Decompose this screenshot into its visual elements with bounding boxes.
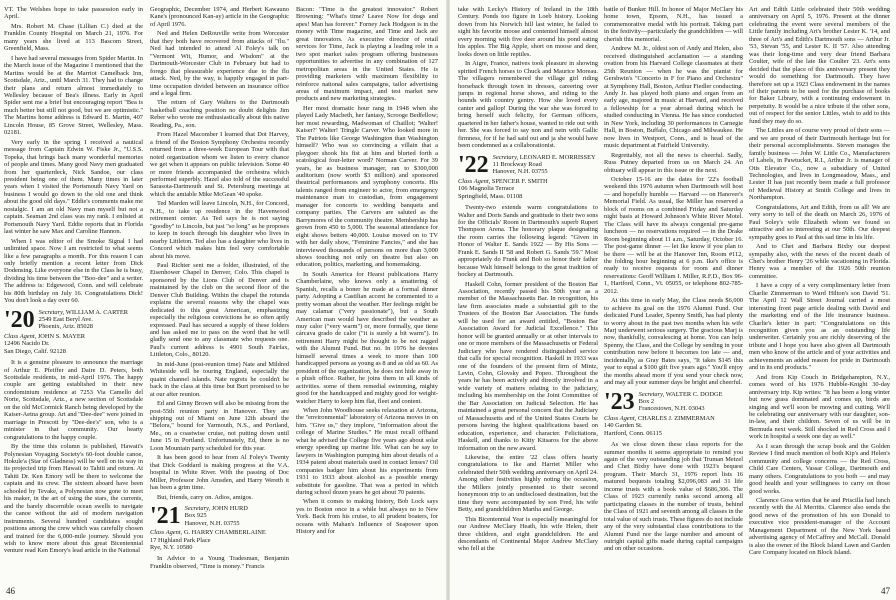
paragraph: In Advice to a Young Tradesman, Benjamin Franklin observed, "Time is money." Francis (150, 555, 289, 570)
left-column-1 (4, 6, 143, 581)
agent-address-1: 17 Highland Park Place (150, 536, 211, 544)
paragraph: When John Woodhouse seeks relaxation at Arizona, the "environmental" laboratory of Arizona moves in on him. "Give us," they implore, "information about the college of Marine Studies." He must recall offhand what he advised the College five years ago about solar energy speeding up marine life. What can he say to lawyers in Washington pumping him about details of a 1934 patent about materials used in contact lenses? Oil companies badger him about his experiments from 1931 to 1933 about alcohol as a possible energy substitute for gasoline. That was a period in which during school dozen years he got about 70 patents. (296, 407, 438, 496)
secretary-address-2: Hanover, N.H. 03755 (492, 168, 548, 176)
paragraph: But, friends, carry on. Adios, amigos. (157, 493, 253, 501)
agent-address-1: 12496 Nacido Dr. (4, 340, 50, 348)
page-number: 47 (881, 586, 890, 596)
paragraph: The Littles are of course very proud of their sons — and we are proud of their Dartmouth heritage but for their personal accomplishments. Steven manages the family business — John W. Little Co., Manufacturers of Labels, in Pawtucket, R.I., Arthur Jr. is manager of Otis Elevator Co., now a subsidiary of United Technologies, and lives in Longmeadow, Mass., and Lester II has just recently been made a full professor of Medieval History at Smith College and lives in Northampton. (749, 127, 890, 202)
right-page (448, 0, 896, 600)
paragraph: And to Chet and Barbara Bixby our deepest sympathy also, with the news of the recent death of Chet's brother Henry '26 while vacationing in Florida. Henry was a member of the 1926 50th reunion committee. (749, 243, 890, 280)
secretary-address-1: 11 Brockway Road (492, 161, 542, 169)
page-number: 46 (6, 586, 15, 596)
paragraph: As I scan through the scrap book and the Golden Review I find much mention of both Kip's and Helen's community and college concerns — the Red Cross, Child Care Centers, Vassar College, Dartmouth and many others. Congratulations to you both — and may good health and your willingness to carry on those good works. (749, 442, 890, 495)
secretary-address-1: Box 925 (184, 512, 207, 520)
paragraph: Mrs. Robert M. Chase (Lillian C.) died at the Franklin County Hospital on March 21, 1976. For many years she lived at 113 Bascom Street, Greenfield, Mass. (4, 22, 143, 53)
paragraph: Clarence Goss writes that he and Priscilla had lunch recently with the Al Merritts. Clarence also sends the good news of the promotion of his son Donald to executive vice president-manager of the Account Management Department of the New York based advertising agency of McCaffrey and McCall. Donald is also the owner of the Block Island Lawn and Garden Care Company located on Block Island. (749, 497, 890, 557)
left-column-2 (150, 6, 289, 581)
paragraph: Her most dramatic hour rang in 1948 when she played Lady Macbeth, her fantasy, Scrooge Bedfellow; her most rewarding, Madwoman of Chaillot; 'Walter! Kaiser?' Walter! Tringle Carver. Who looked more in The Patriots like George Washington than Washington himself? Who was so convincing a villain that a playgoer shook his fist at him and blurted forth a scatological four-letter word? Norman Carver. For 39 years, he as business manager, ran to $300,000 auditorium (now worth $3 million) and sponsored theatrical performances and symphony concerts. His talents ranged from engineer to actor, from emergency maintenance man to custodian, from engagement manager for concerts to wedding banquets and company parties. The Carvers are saluted as the Barrymores of the community theatre. Membership has grown from 450 to 5,000. The seasonal attendance for eight shows betters 40,000. Louise moved on to TV with her daily show, "Feminine Fancies," and she has interviewed thousands of persons on more than 3,000 shows touching not only on theatre but also on education, politics, marketing, and homemaking. (296, 104, 438, 269)
paragraph: It is a genuine pleasure to announce the marriage of Arthur E. Pfeiffer and Daire D. Peters, both Scottsdale residents, in mid-April 1976. The happy couple are getting established in their new condominium residence at 7253 Via Camello del Norte, Scottsdale, Ariz., a new section of Scottsdale on the old McCormick Ranch being developed by the Kaiser-Aetna group. Art and "Dee-dee" were joined in marriage in Prescott by "Dee-dee's" son, who is a minister in that community. Our hearty congratulations to the happy couple. (4, 359, 143, 441)
secretary-name: JOHN HURD (211, 505, 248, 512)
secretary-name: LEONARD E. MORRISSEY (519, 153, 596, 161)
paragraph: Ted Marden will leave Lincoln, N.H., for Concord, N.H., to take up residence in the Havenwood retirement center. As Ted says he is not saying "goodby" to Lincoln, but just "so long" as he proposes to keep in touch through his daughter who lives in nearby Littleton. Ted also has a daughter who lives in Concord which makes him feel very comfortable about his move. (150, 200, 289, 260)
paragraph: Art and Edith Little celebrated their 50th wedding anniversary on April 5, 1976. Present at the dinner celebrating the event were several members of the Little family including Art's brother Lester K. '14, and three of Art's and Edith's Dartmouth sons — Arthur Jr. '53, Stevan '55, and Lester K. II '57. Also attending was their long-time and very dear friend Barbara Coulter, wife of the late Ike Coulter '23. Art's sons decided that the place of this anniversary present they would do something for Dartmouth. They have therefore set up a 1923 Class endowment in the names of their parents to be used for the purchase of books for Baker Library, with a continuing endowment in perpetuity. It would be a nice tribute if the other sons, out of respect for the senior Littles, wish to add to this fund they may do so. (749, 6, 890, 125)
paragraph: Andrew M. Jr., oldest son of Andy and Helen, also received distinguished acclamation — a standing ovation from his Harvard College classmates at their 25th Reunion — when he was the pianist for Gershwin's "Concerto in F for Piano and Orchestra" at Symphony Hall, Boston, Arthur Fiedler conducting. Andy Jr. has played both piano and organ from an early age, majored in music at Harvard, and received a fellowship for a year abroad during which he studied conducting in Vienna. He has since conducted in New York, including 30 performances in Carnegie Hall, in Boston, Buffalo, Chicago and Milwaukee. He now lives in Westport, Conn., and is head of the music department at Fairfield University. (604, 45, 743, 150)
paragraph: Likewise, the entire '22 class offers hearty congratulations to Ike and Harriet Miller who celebrated their 50th wedding anniversary on April 24. Among other festivities highly noting the occasion, the Millers jointly presented to their second honeymoon trip to an undisclosed destination, but the time they were accompanied by son Fred, his wife Betty, and grandchildren Martha and George. (458, 454, 598, 514)
paragraph: Bacon: "Time is the greatest innovator." Robert Browning: "What's time? Leave Now for dogs and apes! Man has forever." Forney Jack Hodgson is in the money with Time magazine, and Time and Jack are great innovators. As executive director of retail services for Time, Jack is playing a leading role in a two spot market sales program offering businesses opportunities to advertise in any combination of 127 metropolitan areas in the United States. He is providing marketers with maximum flexibility to reinforce national sales campaigns, tailor advertising areas of maximum impact, and test market new products and new marketing strategies. (296, 6, 438, 103)
paragraph: In Aigre, France, natives took pleasure in showing spirited French horses to Chuck and Maurice Moreau. The villagers remembered the village girl riding horseback through town in dresses, careering over jumps in regional horse shows, and riding to the hounds with country gentry. How she loved every canter and gallop! During the war she was forced to bring herself such felicity, for German officers, quartered in her father's house, wanted to ride out with her. She was forced to say non and nein with Gallic firmness, for if he had said oui and ja she would have been condemned as a collaborationist. (458, 60, 598, 150)
paragraph: When I was editor of the Smoke Signal I had unlimited space. Now I am restricted to what seems like a few paragraphs a month. For this reason I can only briefly mention a recent letter from Dick Dodensing. Like everyone else in the Class he is busy, dividing his time between the "Boo-dee" and a writer. The address is: Edgewood, Conn. and will celebrate his 80th birthday on July 16. Congratulations Dick! You don't look a day over 60. (4, 237, 143, 305)
paragraph: It has been good to hear from Al Foley's Twenty that Dick Goddard is making progress at the V.A. hospital in White River. With the passing of Doc Miller, Professor John Amsden, and Harry Wereth it has been a grim time. (150, 454, 289, 492)
agent-address-2: San Diego, Calif. 92128 (4, 347, 66, 355)
paragraph: The return of Gary Walters to the Dartmouth basketball coaching position no doubt delights Jim Reber who wrote me enthusiastically about this native Reading, Pa., son. (150, 99, 289, 129)
left-column-3 (296, 6, 438, 581)
paragraph: I have a copy of a very complimentary letter from Charlie Zimmerman to Ward Hilton's son David '51. The April 12 Wall Street Journal carried a most interesting front page article dealing with David and the marketing end of the life insurance business. Charlie's letter in part: "Congratulations on this recognition given you as an outstanding life underwriter. Certainly you are richly deserving of the tribute and I hope you have also given all Dartmouth men who know of the article and of your activities and achievements an added reason for pride in Dartmouth and in its end products." (749, 282, 890, 372)
paragraph: In mid-June (post-reunion time) Nate and Mildred Whiteside will be touring England, especially the quaint channel islands. Nate regrets he couldn't be back in the class at this time but Burt promised to be at our after reunion. (150, 360, 289, 398)
paragraph: October 15-16 are the dates for '22's football weekend this 1976 autumn when Dartmouth will host — and hopefully humble — Harvard — on Hanover's Memorial Field. As usual, Ike Miller has reserved a block of rooms on a combined Friday and Saturday night basis at Howard Johnson's White River Motel. The Class will have its always congenial pre-game luncheon — no reservations required — in the Drake Room beginning about 11 a.m., Saturday, October 16. The post-game dinner — let Ike know if you plan to be there — will be at the Hanover Inn, Room #112, the folding hour beginning at 6 p.m. Ike's office is ready to receive requests for room and dinner reservations: Geoff William I. Miller, R.F.D., Box 96-1, Hartford, Conn., Vt. 05055, or telephone 802-785-2012. (604, 175, 743, 295)
paragraph: Congratulations, Art and Edith, from us all! We are very sorry to tell of the death on March 26, 1976 of Paul Soley's wife Elizabeth whom we found so attractive and so interesting at our 50th. Our deepest sympathy goes to Paul at this sad time in his life. (749, 203, 890, 241)
paragraph: Haskell Cohn, former president of the Boston Bar Association, recently passed his 50th year as a member of the Massachusetts Bar. In recognition, his law firm associates made a substantial gift to the Trustees of the Boston Bar Association. The funds will be used for an award entitled, "Boston Bar Association Award for Judicial Excellence." This honor will be granted annually or at other intervals to one or more members of the Massachusetts or Federal Judiciary who have rendered distinguished service that calls for special recognition. Haskell in 1933 was one of the founders of the present firm of Mintz, Levin, Cohn, Glovsky and Popeo. Throughout the years he has been actively and directly involved in a wide variety of matters relating to the judiciary, including his membership on the Joint Committee of the Bar Association on Judicial Selection. He has maintained a great personal concern that the Judiciary of Massachusetts and of the United States Courts be persons having the highest qualifications based on education, experience, and character. Felicitations, Haskell, and thanks to Kitty Kitsaros for the above information on the new award. (458, 280, 598, 452)
secretary-address-1: Box 2 (638, 398, 655, 406)
paragraph: take with Lecky's History of Ireland in the 18th Century. Ponds too figure in Loeb history. Looking down from his Norwich hill last winter, he failed to sight his favorite moose and contented himself almost every morning with five deer around his pond eating his apples. The Big Apple, short on moose and deer, looks down on little reptiles. (458, 6, 598, 58)
secretary-name: WALTER C. DODGE (665, 390, 723, 398)
agent-label: Class Agent, (458, 177, 491, 185)
paragraph: Ed and Ginny Brown will also be missing from the post-55th reunion party in Hanover. They are shipping out of Miami on June 12th aboard the "Belora," bound for Yarmouth, N.S., and Portland, Me., on a coastwise cruise, not putting down until June 15 in Portland. Unfortunately, Ed, there is no Loon Mountain party scheduled for this year. (150, 400, 289, 452)
paragraph: Very early in the spring I received a nautical message from Captain Edwin W. Fiske Jr., "U.S.S. Topeka, that brings back many wonderful memories of people and times. Many good Navy men graduated from her quarterdeck, Nick Sandoe, our class president being one of them. Many times in later years when I visited the Portsmouth Navy Yard on business I would go down to the old one and think about the good old days." Eddie's comments make me nostalgic. I am an old Navy man myself but not a captain. Seaman 2nd class was my rank. I enlisted at Portsmouth Navy Yard. Eddie reports that in Florida last winter he saw Max and Caroline Hannon. (4, 138, 143, 236)
secretary-address-1: 2549 East Beryl Ave. (38, 316, 93, 324)
paragraph: VT. The Welshes hope to take passession early in April. (4, 6, 143, 21)
agent-name: JOHN S. MAYER (37, 332, 85, 340)
agent-label: Class Agent, (4, 332, 37, 340)
secretary-label: Secretary, (38, 308, 65, 316)
agent-name: G. HARRY CHAMBERLAINE (183, 529, 266, 537)
class-year: '22 (458, 153, 489, 178)
paragraph: By the time this column is published, Hawaii's Polynesian Voyaging Society's 60-foot double canoe, Hokule'a (Star of Gladness) will be well on its way in its projected trip from Hawaii to Tahiti and return. At Tahiti Dr. Ken Emory will be there to welcome the captain and its crew. The sixteen aboard have been schooled by Tevake, a Polynesian now gone to meet his maker, in the art of using the stars, the currents, and the barely discernible ocean swells to navigate the canoe without the aid of modern navigation instruments. Several hundred candidates sought positions among the crew which was carefully chosen and trained for the 6,000-mile journey. Should you wish to know more about this great Bicentennial venture read Ken Emory's lead article in the National (4, 443, 143, 555)
class-heading-1922 (458, 154, 598, 200)
right-column-3 (749, 6, 890, 581)
paragraph: Regrettably, not all the news is cheerful. Sadly, Russ Putney departed from us on March 24. An obituary will appear in this issue or the next. (604, 151, 743, 174)
class-year: '21 (150, 505, 181, 529)
secretary-address-2: Phoenix, Ariz. 85028 (38, 323, 93, 331)
class-year: '23 (604, 390, 635, 415)
right-column-2 (604, 6, 743, 581)
paragraph: Paul Richter sent me a folder, illustrated, of the Eisenhower Chapel in Denver, Colo. This chapel is sponsored by the Lions Club of Denver and is maintained by the club on the second floor of the Denver Club Building. Within the chapel the rotunda explains the several reasons why the chapel was dedicated to this great American, emphasizing especially the religious convictions he so often aptly expressed. Paul has secured a supply of these folders and has asked me to pass on the word that he will gladly send one to any classmate who requests one. Paul's current address is 4901 South Fairfax, Littleton, Colo., 80120. (150, 261, 289, 359)
paragraph: As we close down these class reports for the summer months it seems appropriate to remind you again of the very outstanding job that Truman Metzel and Chet Bixby have done with 1923's bequest program. Their March 31, 1976 report lists 16 matured bequests totaling $2,096,083 and 31 life income trusts with a book value of $686,306. The Class of 1923 currently ranks second among all participating classes in the number of trusts, behind the Class of 1921 and seventh among all classes in the total value of such trusts. These figures do not include any of the very substantial class contributions to the Alumni Fund nor the large number and amount of outright capital gifts made during capital campaigns and on other occasions. (604, 441, 743, 553)
secretary-label: Secretary, (492, 153, 519, 161)
class-heading-1920 (4, 309, 143, 355)
secretary-label: Secretary, (184, 505, 211, 512)
agent-address-2: Springfield, Mass. 01108 (458, 192, 523, 200)
agent-name: CHARLES J. ZIMMERMAN (637, 414, 715, 422)
agent-address-2: Hartford, Conn. 06115 (604, 429, 662, 437)
paragraph: At this time in early May, the Class needs $6,000 to achieve its goal on the 1976 Alumni Fund. Our dedicated Fund Leader, Spenny Smith, has had plenty to worry about in the past two months when his wife Marj underwent serious surgery. The gracious Marj is now, thankfully, convalescing at home. You can help Spenny, the Class, and the College by sending in your contribution now before it becomes too late — and, incidentally, as Gray Bates says, "It takes $145 this year to equal a $100 gift five years ago." You'll enjoy the months ahead more if you send your check now, and may all your summer days be bright and cheerful. (604, 297, 743, 387)
paragraph: When it comes to making history, Bob Lock says yes to Boston once in a while but always no to New York. Back from his cruise, to all prudent boaters, for oceans with Mahan's Influence of Seapower upon History and for (296, 498, 438, 536)
paragraph: battle of Bunker Hill. In honor of Major McClary his home town, Epsom, N.H., has issued a commemorative medal with his portrait. Taking part in the festivity—particularly the grandchildren — will cherish this memorial. (604, 6, 743, 43)
agent-label: Class Agent, (150, 529, 183, 537)
paragraph: Twenty-two extends warm congratulations to Walter and Doris Sands and gratitude to their two sons for the Officials' Room in Dartmouth's superb Rupert Thompson Arena. The honorary plaque designating the room carries the following legend: "Given in Honor of Walter E. Sands 1922 — By His Sons — Frank E. Sands II '58 and Robert G. Sands '59." Most appropriately do Frank and Bob so honor their father because Walt himself belongs to the great tradition of hockey at Dartmouth. (458, 204, 598, 279)
paragraph: I have had several messages from Spider Martin. In the March issue of the Magazine I mentioned that the Martins would be at the Marriot Camelback Inn, Scottsdale, Ariz., until March 31. They had to change their plans and return almost immediately to Wellesley because of Bea's illness. Early in April Spider sent me a brief but encouraging report "Bea is much better but still not good, but we are optimistic." The Martins home address is Edward E. Martin, 407 Lincoln House, 85 Grove Street, Wellesley, Mass. 02181. (4, 54, 143, 137)
paragraph: And from Kip Couch in Bridgehampton, N.Y., comes word of his 1976 Hubble-Knight 30-day anniversary trip. Kip writes: "It has been a long winter but now grass dominated and comes up, birds are singing and we'll soon be mowing and cutting. We'll be celebrating our anniversary with our daughter, son-in-law, and their children. Seven of us will be in Bermuda next week. Still shocked in Red Cross and I work in hospital a week one day as well." (749, 373, 890, 441)
right-column-1 (458, 6, 598, 581)
paragraph: From Hazel Macomber I learned that Dot Harvey, a friend of the Boston Symphony Orchestra recently returned from a three-week European Tour with that noted organization whom we listen to every chance we get when it appears on public television. Some 40 or more friends accompanied the orchestra which performed superbly. Hazel also told of the successful Sarasota-Dartmouth and St. Petersburg meetings at which the amiable Mike McGean '40 spoke. (150, 131, 289, 198)
secretary-address-2: Hanover, N.H. 03755 (184, 519, 240, 527)
agent-address-1: 140 Garden St. (604, 422, 643, 430)
agent-name: SPENCER F. SMITH (491, 177, 548, 185)
agent-label: Class Agent, (604, 414, 637, 422)
secretary-address-2: Francestown, N.H. 03043 (638, 405, 705, 413)
secretary-label: Secretary, (638, 390, 665, 398)
class-year: '20 (4, 308, 35, 333)
paragraph: This Bicentennial Year is especially meaningful for our Andrew McClary Heath, his wife Helen, their three children, and eight grandchildren. He and descendants of Continental Major Andrew McClary who fell at the (458, 515, 598, 553)
paragraph: In South America for Hearst publications Harry Chamberlaine, who knows only a smattering of Spanish, recalls a boner he made at a formal dinner party. Adopting a Castilian accent he commented to a pretty woman about the weather. Her feelings might be may calamar ("very passionate"), but a South American man would have described the weather as muy calor ("very warm") or, more formally, que tiene cárcava grado de calor ("it is surely a bit warm"). In retirement Harry might be thought to be not ragged with the Alumni Fund. But no. In 1976 he devotes himself several times a week to more than 100 handicapped persons as young as 8 and as old as 60. As president of the organization, he does not hide away in a plush office. Rather, he joins them in all kinds of activities. some of them remedial swimming, mighty good for the handicapped and mighty good for weight-watcher Harry to keep him flat, fleet and content. (296, 270, 438, 405)
paragraph: Geographic, December 1974, and Herbert Kawauno Kane's (pronounced Kan-ay) article in the Geographic of April 1976. (150, 6, 289, 28)
class-heading-1921 (150, 505, 289, 551)
agent-address-1: 106 Magnolia Terrace (458, 185, 515, 193)
paragraph: Ned and Helen DeRouville write from Worcester that they both have recovered from attacks of "flu." Ned had intended to attend Al Foley's talk on "Vermont Wit, Humor, and Wisdom" at the Dartmouth-Worcester Club in February but had to forego that pleasurable experience due to the flu attack. Ned, by the way, is happily engaged in part-time occupation divided between an insurance office and a legal firm. (150, 30, 289, 97)
class-heading-1923 (604, 391, 743, 437)
agent-address-2: Rye, N.Y. 10580 (150, 544, 193, 552)
secretary-name: WILLIAM A. CARTER (65, 308, 129, 316)
